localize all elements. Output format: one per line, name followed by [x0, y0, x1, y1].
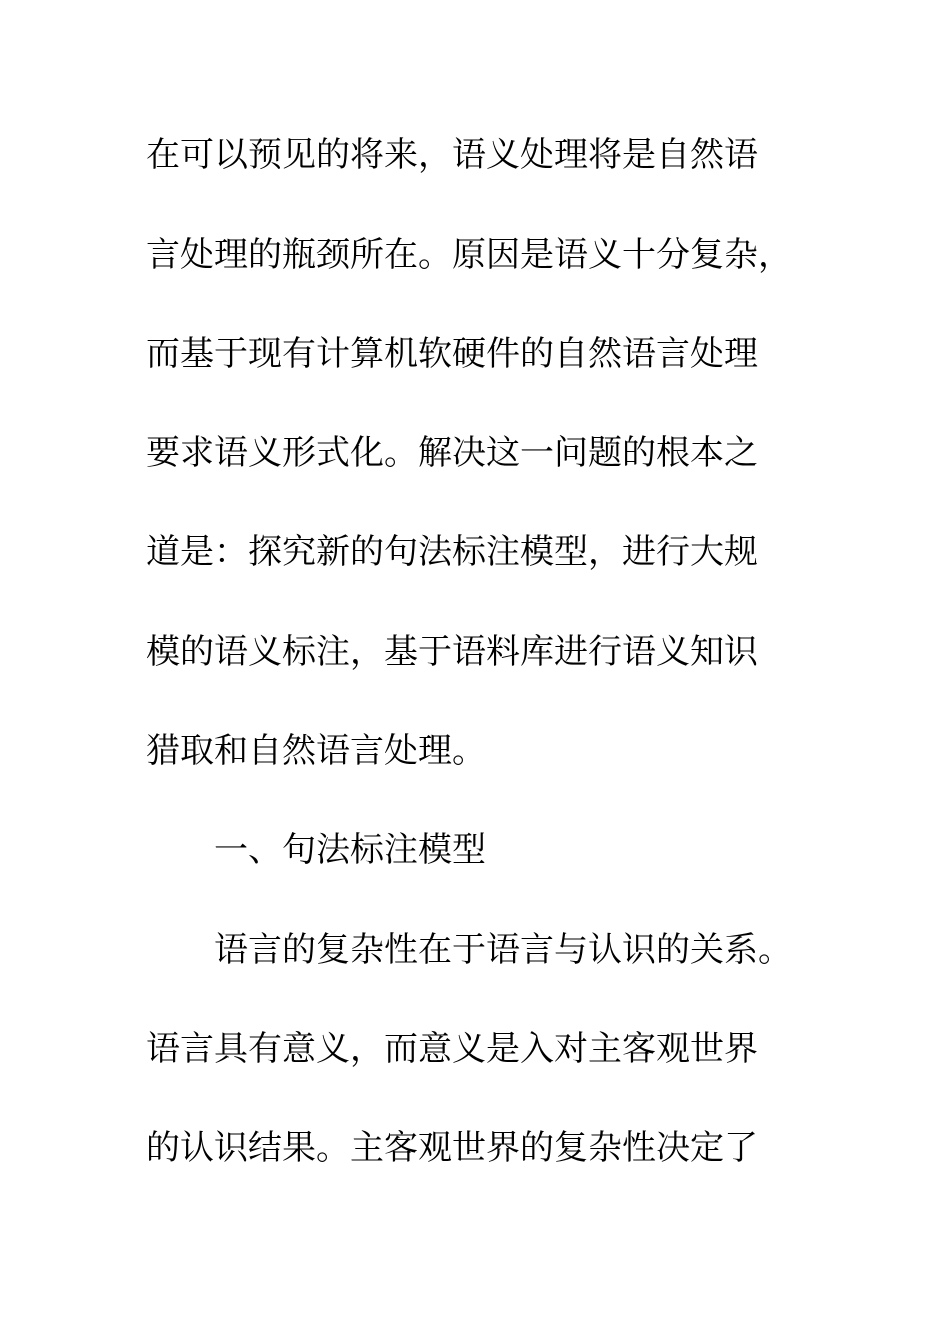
paragraph-line: 道是：探究新的句法标注模型，进行大规 — [146, 532, 758, 572]
paragraph-line: 在可以预见的将来，语义处理将是自然语 — [146, 135, 758, 175]
paragraph-line: 模的语义标注，基于语料库进行语义知识 — [146, 632, 758, 672]
paragraph-line: 言处理的瓶颈所在。原因是语义十分复杂， — [146, 235, 792, 275]
paragraph-line: 的认识结果。主客观世界的复杂性决定了 — [146, 1128, 758, 1168]
section-heading: 一、句法标注模型 — [214, 830, 486, 870]
paragraph-line: 语言具有意义，而意义是入对主客观世界 — [146, 1029, 758, 1069]
paragraph-line: 猎取和自然语言处理。 — [146, 731, 486, 771]
paragraph-line: 要求语义形式化。解决这一问题的根本之 — [146, 433, 758, 473]
paragraph-line: 语言的复杂性在于语言与认识的关系。 — [214, 930, 792, 970]
paragraph-line: 而基于现有计算机软硬件的自然语言处理 — [146, 334, 758, 374]
